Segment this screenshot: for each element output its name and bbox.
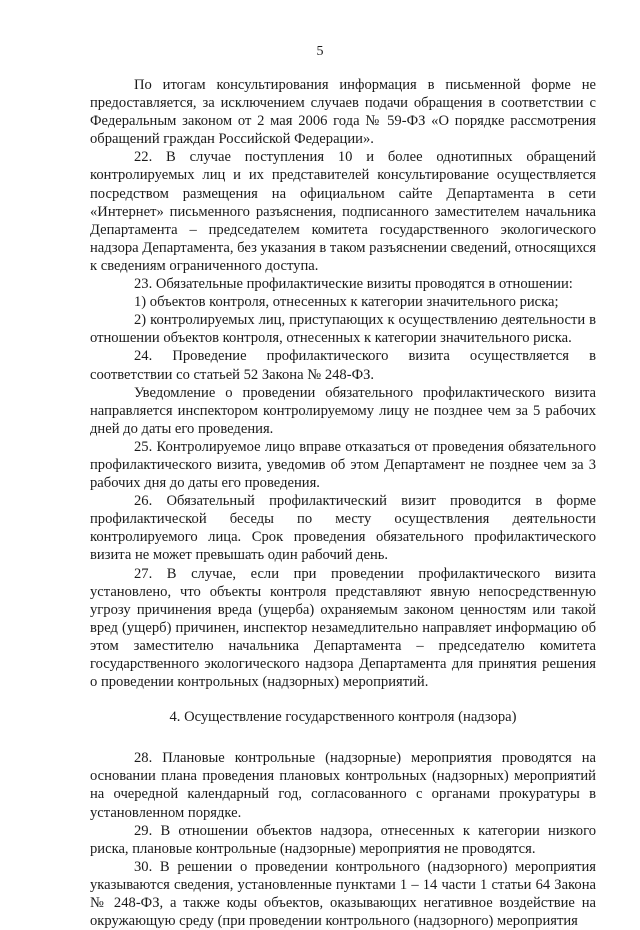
paragraph-30: 30. В решении о проведении контрольного (надзорного) мероприятия указываются сведения, установленные пунктами 1 – 14 части 1 статьи 64 Закона № 248-ФЗ, а также коды объектов, оказывающих негативное воздействие на окружающую среду (при проведении контрольного (надзорного) мероприятия <box>90 858 596 930</box>
paragraph-29: 29. В отношении объектов надзора, отнесенных к категории низкого риска, плановые контрольные (надзорные) мероприятия не проводятся. <box>90 822 596 857</box>
paragraph-24: 24. Проведение профилактического визита осуществляется в соответствии со статьей 52 Закона № 248-ФЗ. <box>90 348 596 383</box>
paragraph-23: 23. Обязательные профилактические визиты проводятся в отношении: <box>134 276 573 293</box>
section-heading: 4. Осуществление государственного контроля (надзора) <box>169 709 517 726</box>
page-number: 5 <box>316 44 324 59</box>
paragraph-26: 26. Обязательный профилактический визит проводится в форме профилактической беседы по месту осуществления деятельности контролируемого лица. Срок проведения обязательного профилактического визита не может превышать один рабочий день. <box>90 493 596 564</box>
paragraph-visit-notice: Уведомление о проведении обязательного профилактического визита направляется инспектором контролируемому лицу не позднее чем за 5 рабочих дней до даты его проведения. <box>90 384 596 437</box>
list-item-23-1: 1) объектов контроля, отнесенных к категории значительного риска; <box>134 294 559 311</box>
paragraph-27: 27. В случае, если при проведении профилактического визита установлено, что объекты контроля представляют явную непосредственную угрозу причинения вреда (ущерба) охраняемым законом ценностям или такой вред (ущерб) причинен, инспектор незамедлительно направляет информацию об этом заместителю начальника Департамента – председателю комитета государственного экологического надзора Департамента для принятия решения о проведении контрольных (надзорных) мероприятий. <box>90 565 596 691</box>
paragraph-22: 22. В случае поступления 10 и более однотипных обращений контролируемых лиц и их представителей консультирование осуществляется посредством размещения на официальном сайте Департамента в сети «Интернет» письменного разъяснения, подписанного заместителем начальника Департамента – председателем комитета государственного экологического надзора Департамента, без указания в таком разъяснении сведений, относящихся к сведениям ограниченного доступа. <box>90 149 597 274</box>
paragraph-28: 28. Плановые контрольные (надзорные) мероприятия проводятся на основании плана проведения плановых контрольных (надзорных) мероприятий на очередной календарный год, согласованного с органами прокуратуры в установленном порядке. <box>90 750 596 821</box>
document-body <box>90 76 596 930</box>
list-item-23-2: 2) контролируемых лиц, приступающих к осуществлению деятельности в отношении объектов контроля, отнесенных к категории значительного риска. <box>90 312 596 347</box>
paragraph-consultation-info: По итогам консультирования информация в письменной форме не предоставляется, за исключением случаев подачи обращения в соответствии с Федеральным законом от 2 мая 2006 года № 59-ФЗ «О порядке рассмотрения обращений граждан Российской Федерации». <box>90 77 596 148</box>
paragraph-25: 25. Контролируемое лицо вправе отказаться от проведения обязательного профилактического визита, уведомив об этом Департамент не позднее чем за 3 рабочих дня до даты его проведения. <box>90 438 596 492</box>
